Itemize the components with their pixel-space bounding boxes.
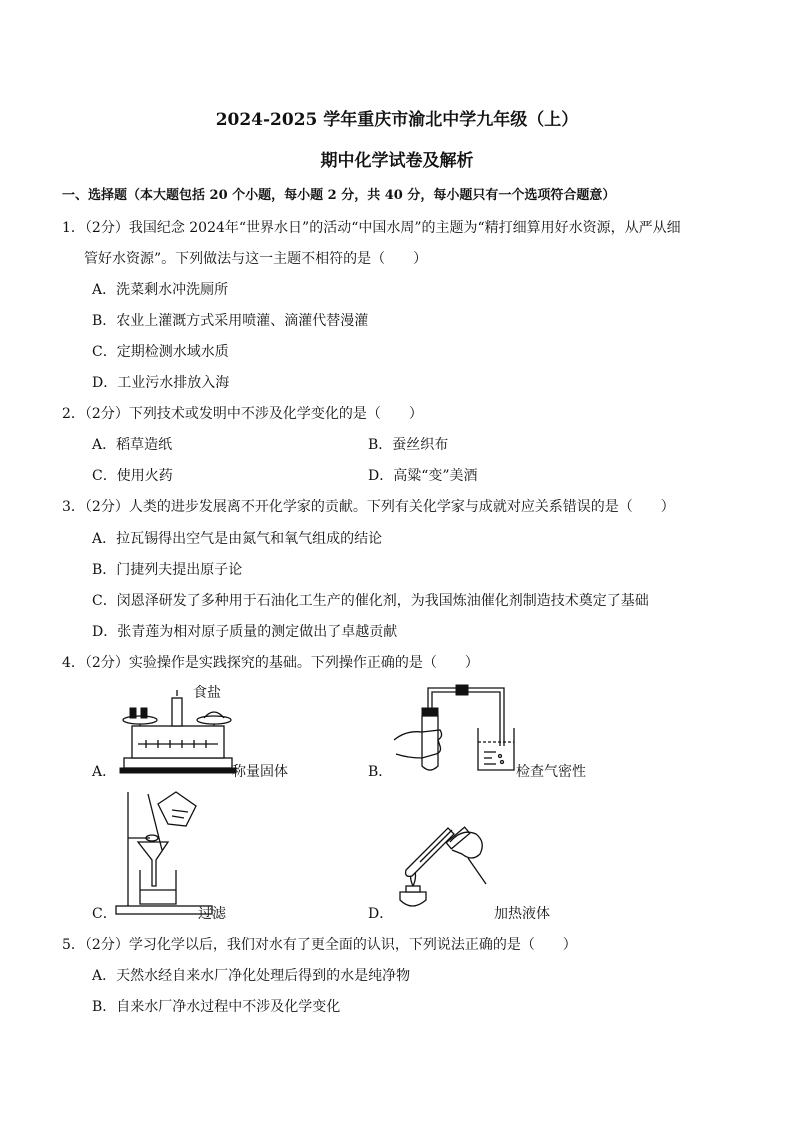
question-3-option-a: A．拉瓦锡得出空气是由氮气和氧气组成的结论 [92, 531, 383, 547]
question-5-option-a: A．天然水经自来水厂净化处理后得到的水是纯净物 [92, 968, 411, 984]
filtration-figure [114, 790, 214, 916]
question-2-option-c: C．使用火药 [92, 468, 173, 484]
figure-d-caption: 加热液体 [494, 906, 550, 922]
question-3-option-d: D．张青莲为相对原子质量的测定做出了卓越贡献 [92, 624, 398, 640]
question-3-option-b: B．门捷列夫提出原子论 [92, 562, 243, 578]
paper-title-line2: 期中化学试卷及解析 [320, 151, 474, 171]
heating-liquid-figure [390, 820, 490, 912]
question-4-stem: 4．（2分）实验操作是实践探究的基础。下列操作正确的是（ ） [62, 655, 479, 671]
question-5-stem: 5．（2分）学习化学以后，我们对水有了更全面的认识，下列说法正确的是（ ） [62, 937, 577, 953]
figure-b-letter: B． [368, 764, 393, 780]
balance-figure [118, 696, 238, 776]
section-heading: 一、选择题（本大题包括 20 个小题，每小题 2 分，共 40 分，每小题只有一个选项符合题意） [62, 188, 616, 203]
gas-tightness-figure [392, 684, 516, 776]
figure-d-letter: D． [368, 906, 394, 922]
figure-c-caption: 过滤 [198, 906, 226, 922]
figure-c-letter: C． [92, 906, 117, 922]
figure-a-caption: 称量固体 [232, 764, 288, 780]
question-1-option-c: C．定期检测水域水质 [92, 344, 229, 360]
paper-title-line1: 2024-2025 学年重庆市渝北中学九年级（上） [215, 110, 579, 130]
question-1-option-d: D．工业污水排放入海 [92, 375, 230, 391]
question-3-stem: 3．（2分）人类的进步发展离不开化学家的贡献。下列有关化学家与成就对应关系错误的是（ ） [62, 499, 675, 515]
question-2-option-a: A．稻草造纸 [92, 437, 173, 453]
question-1-stem: 1．（2分）我国纪念 2024年“世界水日”的活动“中国水周”的主题为“精打细算用好水资源，从严从细 [62, 220, 681, 236]
figure-a-salt-label: 食盐 [193, 685, 221, 701]
question-2-option-d: D．高粱“变”美酒 [368, 468, 478, 484]
question-2-stem: 2．（2分）下列技术或发明中不涉及化学变化的是（ ） [62, 406, 423, 422]
question-5-option-b: B．自来水厂净水过程中不涉及化学变化 [92, 999, 341, 1015]
question-1-option-b: B．农业上灌溉方式采用喷灌、滴灌代替漫灌 [92, 313, 369, 329]
question-1-option-a: A．洗菜剩水冲洗厕所 [92, 282, 229, 298]
question-1-stem-cont: 管好水资源”。下列做法与这一主题不相符的是（ ） [84, 251, 428, 267]
question-2-option-b: B．蚕丝织布 [368, 437, 449, 453]
figure-b-caption: 检查气密性 [516, 764, 586, 780]
question-3-option-c: C．闵恩泽研发了多种用于石油化工生产的催化剂，为我国炼油催化剂制造技术奠定了基础 [92, 593, 649, 609]
figure-a-letter: A． [92, 764, 117, 780]
